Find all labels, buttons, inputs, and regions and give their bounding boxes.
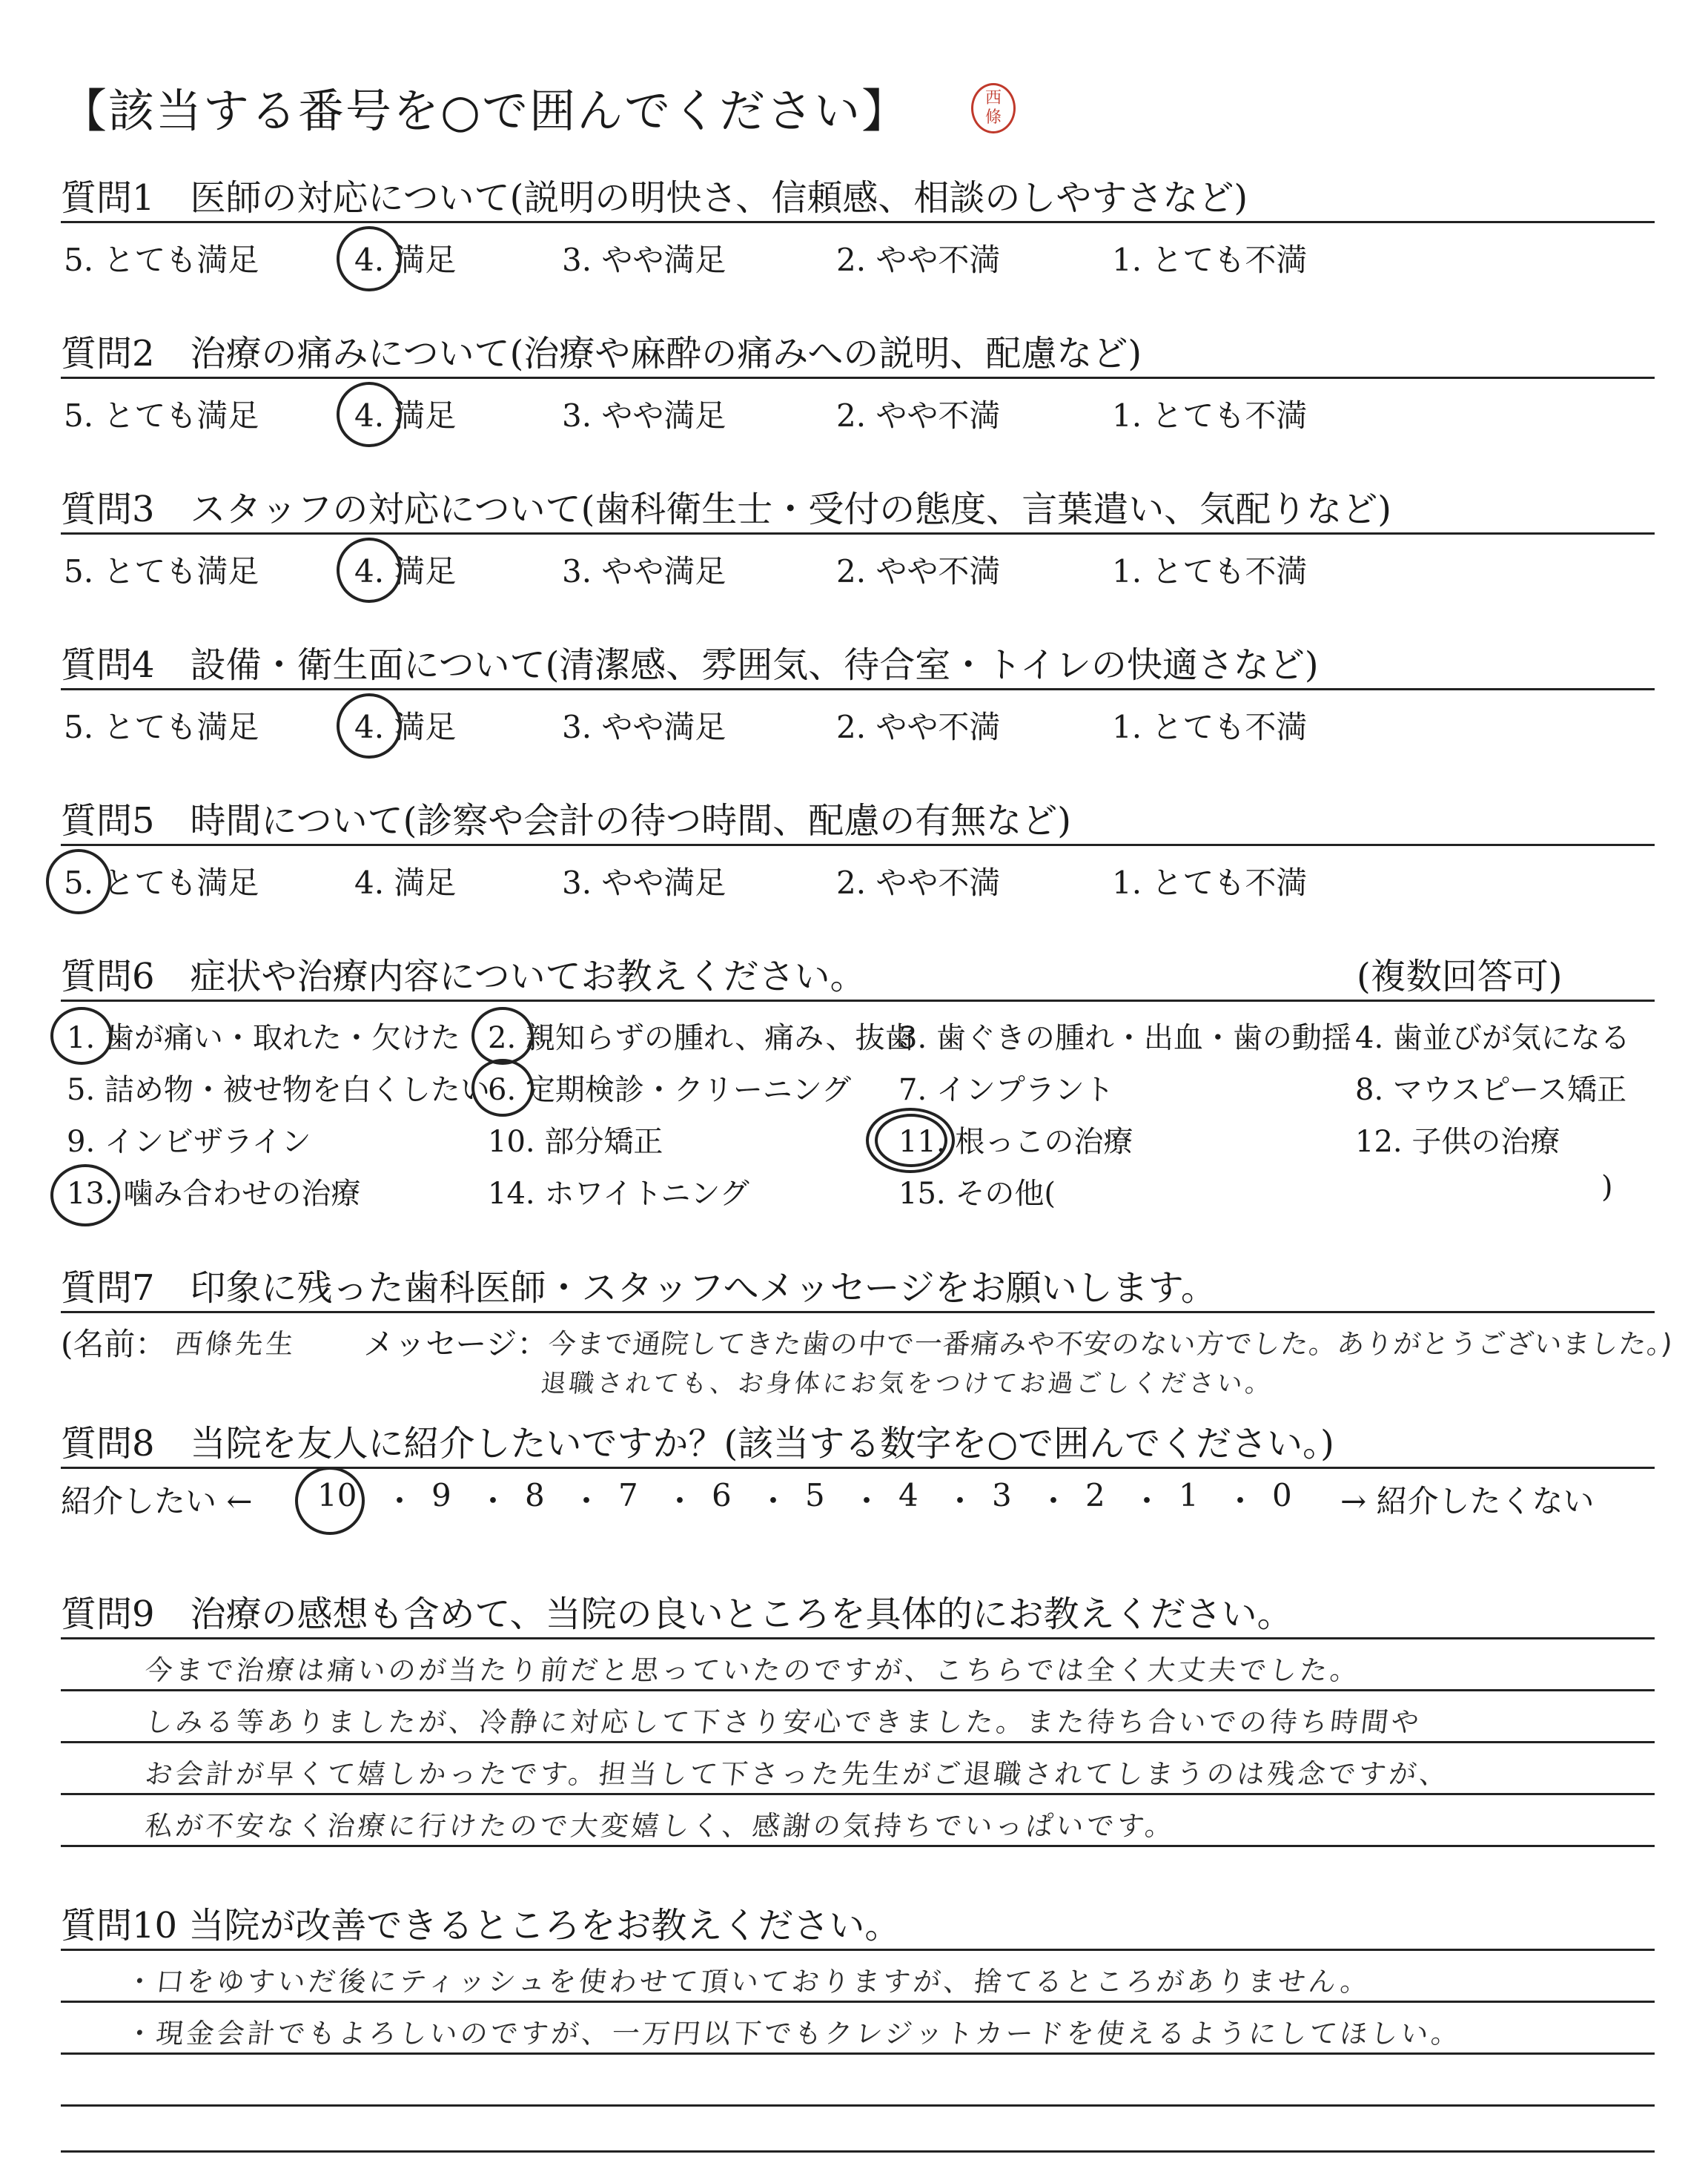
q8-number-0[interactable]: 0	[1272, 1477, 1292, 1513]
rule	[61, 2052, 1655, 2055]
q8-separator: ・	[664, 1483, 696, 1519]
q9-line-4[interactable]: 私が不安なく治療に行けたので大変嬉しく、感謝の気持ちでいっぱいです。	[143, 1810, 1177, 1842]
question-3-title: 質問3 スタッフの対応について(歯科衛生士・受付の態度、言葉遣い、気配りなど)	[61, 489, 1392, 530]
q2-option-4[interactable]: 4. 満足	[354, 397, 457, 434]
q7-message-line-2[interactable]: 退職されても、お身体にお気をつけてお過ごしください。	[539, 1369, 1275, 1398]
rule	[61, 1467, 1655, 1469]
q6-circle-11-inner	[875, 1114, 947, 1167]
q8-separator: ・	[758, 1483, 790, 1519]
q8-separator: ・	[944, 1483, 976, 1519]
question-6-title: 質問6 症状や治療内容についてお教えください。	[61, 956, 866, 997]
q6-item-12[interactable]: 12. 子供の治療	[1355, 1125, 1560, 1159]
q5-option-2[interactable]: 2. やや不満	[836, 865, 1001, 901]
page-title: 【該当する番号を○で囲んでください】	[61, 84, 910, 138]
question-4-title: 質問4 設備・衛生面について(清潔感、雰囲気、待合室・トイレの快適さなど)	[61, 644, 1319, 686]
q7-name-value[interactable]: 西條先生	[173, 1328, 298, 1360]
q1-option-1[interactable]: 1. とても不満	[1112, 242, 1308, 278]
q8-number-7[interactable]: 7	[618, 1477, 638, 1513]
q6-item-6[interactable]: 6. 定期検診・クリーニング	[488, 1073, 852, 1107]
question-9-title: 質問9 治療の感想も含めて、当院の良いところを具体的にお教えください。	[61, 1593, 1293, 1635]
question-5-title: 質問5 時間について(診察や会計の待つ時間、配慮の有無など)	[61, 800, 1072, 842]
q4-option-2[interactable]: 2. やや不満	[836, 709, 1001, 745]
q6-item-4[interactable]: 4. 歯並びが気になる	[1355, 1021, 1630, 1055]
rule	[61, 2150, 1655, 2153]
q8-separator: ・	[1225, 1483, 1257, 1519]
rule	[61, 221, 1655, 223]
q8-left-label: 紹介したい ←	[61, 1483, 253, 1519]
q6-item-13[interactable]: 13. 噛み合わせの治療	[67, 1177, 361, 1211]
rule	[61, 1741, 1655, 1743]
q8-separator: ・	[851, 1483, 883, 1519]
q2-option-3[interactable]: 3. やや満足	[562, 397, 726, 434]
question-2-title: 質問2 治療の痛みについて(治療や麻酔の痛みへの説明、配慮など)	[61, 333, 1142, 374]
q6-item-10[interactable]: 10. 部分矯正	[488, 1125, 663, 1159]
question-7-title: 質問7 印象に残った歯科医師・スタッフへメッセージをお願いします。	[61, 1267, 1217, 1309]
q9-line-2[interactable]: しみる等ありましたが、冷静に対応して下さり安心できました。また待ち合いでの待ち時間や	[143, 1706, 1423, 1738]
stamp-char-1: 西	[984, 89, 1002, 108]
q4-option-5[interactable]: 5. とても満足	[64, 709, 259, 745]
q5-selected-circle	[46, 849, 111, 914]
rule	[61, 1845, 1655, 1847]
q1-selected-circle	[337, 226, 402, 291]
q5-option-4[interactable]: 4. 満足	[354, 865, 457, 901]
seal-stamp	[971, 83, 1016, 133]
q6-item-15[interactable]: 15. その他(	[898, 1177, 1056, 1211]
q4-selected-circle	[337, 693, 402, 759]
question-6-note: (複数回答可)	[1357, 956, 1563, 997]
q7-name-label: (名前：	[61, 1326, 167, 1362]
rule	[61, 688, 1655, 690]
q4-option-3[interactable]: 3. やや満足	[562, 709, 726, 745]
question-8-title: 質問8 当院を友人に紹介したいですか？(該当する数字を○で囲んでください。)	[61, 1423, 1334, 1464]
q6-item-2[interactable]: 2. 親知らずの腫れ、痛み、抜歯	[488, 1021, 915, 1055]
q8-number-5[interactable]: 5	[805, 1477, 825, 1513]
q1-option-3[interactable]: 3. やや満足	[562, 242, 726, 278]
q10-line-1[interactable]: ・口をゆすいだ後にティッシュを使わせて頂いておりますが、捨てるところがありません。	[124, 1966, 1373, 1998]
rule	[61, 1000, 1655, 1002]
q1-option-4[interactable]: 4. 満足	[354, 242, 457, 278]
q3-option-4[interactable]: 4. 満足	[354, 553, 457, 589]
q6-item-5[interactable]: 5. 詰め物・被せ物を白くしたい	[67, 1073, 490, 1107]
rule	[61, 1311, 1655, 1313]
q6-circle-1	[50, 1007, 113, 1065]
q8-right-label: → 紹介したくない	[1340, 1483, 1595, 1519]
q2-option-2[interactable]: 2. やや不満	[836, 397, 1001, 434]
rule	[61, 377, 1655, 379]
q5-option-1[interactable]: 1. とても不満	[1112, 865, 1308, 901]
q8-separator: ・	[1038, 1483, 1070, 1519]
q8-number-9[interactable]: 9	[431, 1477, 451, 1513]
q6-circle-2	[471, 1007, 534, 1065]
q8-selected-circle	[295, 1467, 365, 1535]
q6-item-11[interactable]: 11. 根っこの治療	[898, 1125, 1133, 1159]
q8-number-3[interactable]: 3	[992, 1477, 1012, 1513]
q3-option-1[interactable]: 1. とても不満	[1112, 553, 1308, 589]
q5-option-5[interactable]: 5. とても満足	[64, 865, 259, 901]
q9-line-3[interactable]: お会計が早くて嬉しかったです。担当して下さった先生がご退職されてしまうのは残念ですが、	[143, 1758, 1452, 1790]
q4-option-1[interactable]: 1. とても不満	[1112, 709, 1308, 745]
q6-item-8[interactable]: 8. マウスピース矯正	[1355, 1073, 1627, 1107]
rule	[61, 1689, 1655, 1691]
rule	[61, 1637, 1655, 1639]
q1-option-5[interactable]: 5. とても満足	[64, 242, 259, 278]
q6-circle-6	[471, 1059, 534, 1117]
q8-number-8[interactable]: 8	[525, 1477, 545, 1513]
question-1-title: 質問1 医師の対応について(説明の明快さ、信頼感、相談のしやすさなど)	[61, 177, 1248, 219]
q10-line-2[interactable]: ・現金会計でもよろしいのですが、一万円以下でもクレジットカードを使えるようにしてほしい。	[124, 2018, 1463, 2050]
q6-item-9[interactable]: 9. インビザライン	[67, 1125, 311, 1159]
q6-item-3[interactable]: 3. 歯ぐきの腫れ・出血・歯の動揺	[898, 1021, 1351, 1055]
q3-option-2[interactable]: 2. やや不満	[836, 553, 1001, 589]
q5-option-3[interactable]: 3. やや満足	[562, 865, 726, 901]
q3-selected-circle	[337, 538, 402, 603]
q2-option-1[interactable]: 1. とても不満	[1112, 397, 1308, 434]
q6-item-1[interactable]: 1. 歯が痛い・取れた・欠けた	[67, 1021, 460, 1055]
rule	[61, 1793, 1655, 1795]
q3-option-5[interactable]: 5. とても満足	[64, 553, 259, 589]
q8-number-1[interactable]: 1	[1179, 1477, 1199, 1513]
q4-option-4[interactable]: 4. 満足	[354, 709, 457, 745]
q8-number-4[interactable]: 4	[898, 1477, 918, 1513]
q6-circle-13	[50, 1164, 120, 1226]
stamp-char-2: 條	[984, 108, 1002, 127]
q8-separator: ・	[571, 1483, 603, 1519]
q8-number-10[interactable]: 10	[317, 1477, 357, 1513]
q8-separator: ・	[384, 1483, 416, 1519]
q3-option-3[interactable]: 3. やや満足	[562, 553, 726, 589]
q6-item-7[interactable]: 7. インプラント	[898, 1073, 1114, 1107]
rule	[61, 532, 1655, 535]
q8-number-6[interactable]: 6	[712, 1477, 732, 1513]
q2-option-5[interactable]: 5. とても満足	[64, 397, 259, 434]
q8-separator: ・	[1131, 1483, 1163, 1519]
q8-number-2[interactable]: 2	[1085, 1477, 1105, 1513]
q6-item-14[interactable]: 14. ホワイトニング	[488, 1177, 749, 1211]
rule	[61, 2001, 1655, 2003]
q8-separator: ・	[477, 1483, 509, 1519]
q6-item-15-close: )	[1601, 1170, 1613, 1204]
rule	[61, 844, 1655, 846]
q2-selected-circle	[337, 382, 402, 447]
q7-message-label: メッセージ：	[363, 1326, 549, 1362]
q7-message-line-1[interactable]: 今まで通院してきた歯の中で一番痛みや不安のない方でした。ありがとうございました。)	[546, 1328, 1675, 1360]
rule	[61, 1949, 1655, 1951]
q9-line-1[interactable]: 今まで治療は痛いのが当たり前だと思っていたのですが、こちらでは全く大丈夫でした。	[143, 1654, 1363, 1686]
rule	[61, 2104, 1655, 2107]
q1-option-2[interactable]: 2. やや不満	[836, 242, 1001, 278]
question-10-title: 質問10 当院が改善できるところをお教えください。	[61, 1905, 901, 1946]
